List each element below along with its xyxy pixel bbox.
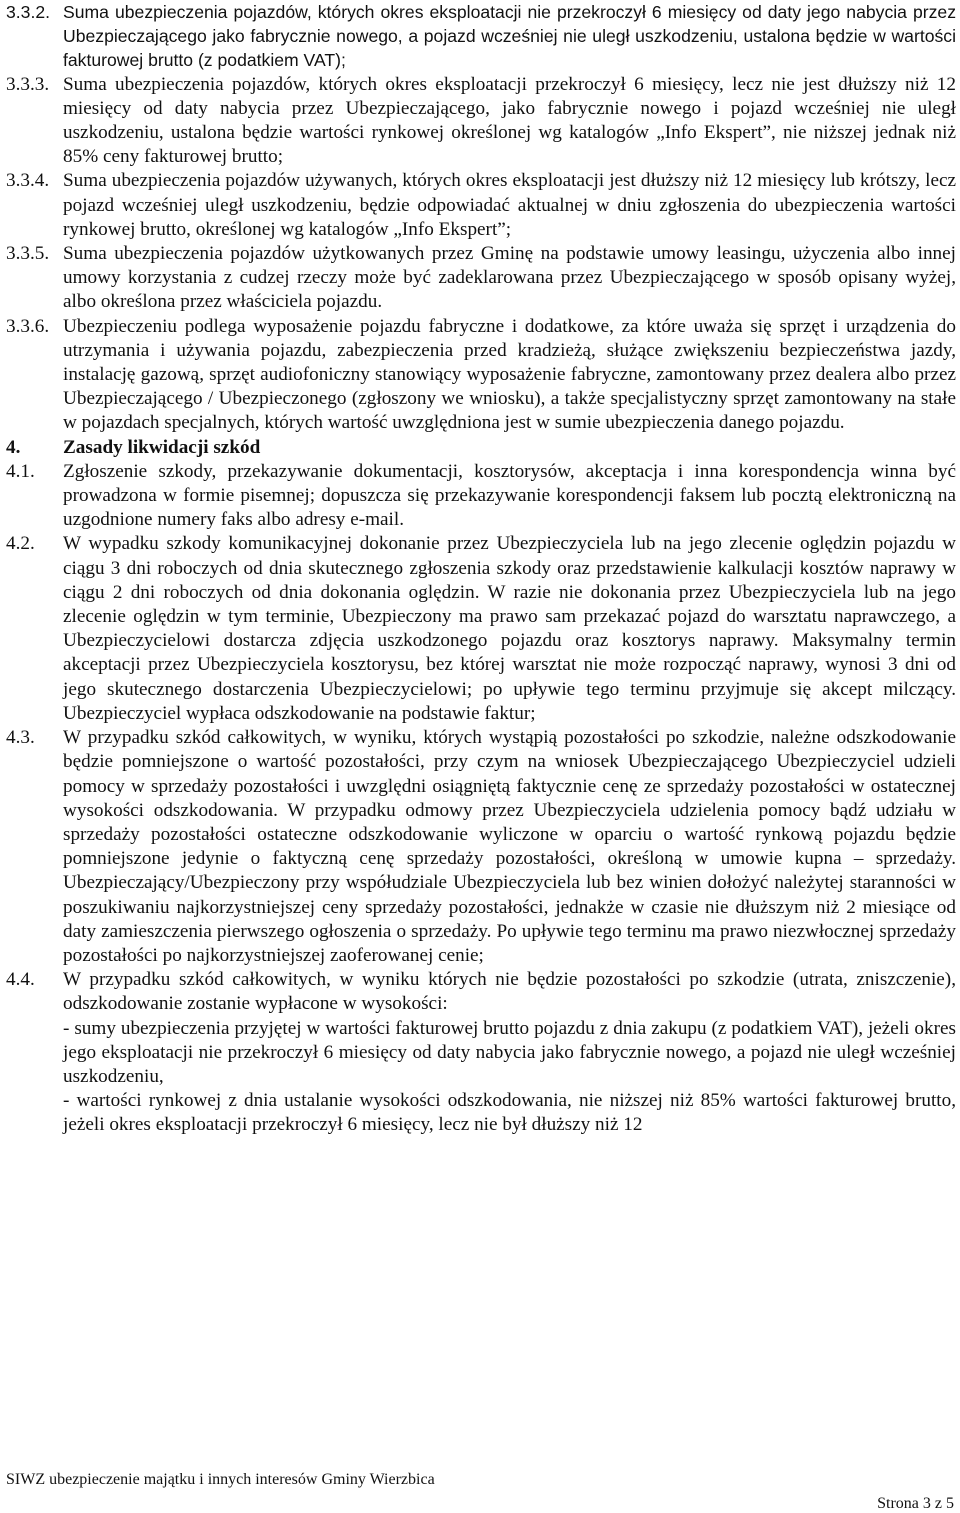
footer-title: SIWZ ubezpieczenie majątku i innych interesów Gminy Wierzbica: [6, 1471, 435, 1488]
clause-body: [63, 968, 956, 1137]
clause-paragraph: Ubezpieczeniu podlega wyposażenie pojazdu fabryczne i dodatkowe, za które uważa się sprzęt i urządzenia do utrzymania i używania pojazdu, zabezpieczenia przed kradzieżą, służące zwiększeniu bezpieczeństwa jazdy, instalację gazową, sprzęt audiofoniczny stanowiący wyposażenie fabryczne, zamontowany przez dealera albo przez Ubezpieczającego / Ubezpieczonego (zgłoszony we wniosku), a także specjalistyczny sprzęt zamontowany na stałe w pojazdach specjalnych, których wartość uwzględniona jest w sumie ubezpieczenia danego pojazdu.: [63, 315, 956, 434]
clause-body: [63, 73, 956, 170]
clause-paragraph: W przypadku szkód całkowitych, w wyniku których nie będzie pozostałości po szkodzie (utrata, zniszczenie), odszkodowanie zostanie wypłacone w wysokości:: [63, 969, 956, 1015]
clause-paragraph: Suma ubezpieczenia pojazdów, których okres eksploatacji nie przekroczył 6 miesięcy od daty jego nabycia przez Ubezpieczającego jako fabrycznie nowego, a pojazd wcześniej nie uległ uszkodzeniu, ustalona będzie w wartości fakturowej brutto (z podatkiem VAT);: [63, 2, 956, 71]
clause-number: 4.1.: [6, 460, 35, 482]
numbered-clause: [6, 315, 956, 436]
numbered-clause: [6, 726, 956, 968]
clause-number: 3.3.6.: [6, 315, 50, 337]
clause-paragraph: Suma ubezpieczenia pojazdów używanych, których okres eksploatacji jest dłuższy niż 12 miesięcy lub krótszy, lecz pojazd wcześniej uległ uszkodzeniu, będzie odpowiadać aktualnej w dniu zgłoszenia do ubezpieczenia wartości rynkowej brutto, określonej wg katalogów „Info Ekspert”;: [63, 170, 956, 240]
clause-paragraph: W wypadku szkody komunikacyjnej dokonanie przez Ubezpieczyciela lub na jego zlecenie oględzin pojazdu w ciągu 3 dni roboczych od dnia skutecznego zgłoszenia szkody oraz przedstawienie kalkulacji kosztów naprawy w ciągu 2 dni roboczych od dnia dokonania oględzin. W razie nie dokonania przez Ubezpieczyciela lub na jego zlecenie oględzin w tym terminie, Ubezpieczony ma prawo sam przekazać pojazd do warsztatu naprawczego, a Ubezpieczycielowi dostarcza zdjęcia uszkodzonego pojazdu oraz kosztorys naprawy. Maksymalny termin akceptacji przez Ubezpieczyciela kosztorysu, bez której warsztat nie może rozpocząć naprawy, wynosi 3 dni od jego skutecznego dostarczenia Ubezpieczycielowi; po upływie tego terminu przyjmuje się akcept milczący. Ubezpieczyciel wypłaca odszkodowanie na podstawie faktur;: [63, 533, 956, 724]
clause-paragraph: Zgłoszenie szkody, przekazywanie dokumentacji, kosztorysów, akceptacja i inna korespondencja winna być prowadzona w formie pisemnej; dopuszcza się przekazywanie korespondencji faksem lub pocztą elektroniczną na uzgodnione numery faks albo adresy e-mail.: [63, 460, 956, 531]
section-heading: [6, 436, 956, 460]
document-body: [6, 0, 956, 1138]
clause-number: 4.4.: [6, 969, 35, 991]
clause-body: [63, 460, 956, 533]
numbered-clause: [6, 968, 956, 1137]
clause-body: [63, 436, 956, 460]
numbered-clause: [6, 73, 956, 170]
numbered-clause: [6, 0, 956, 73]
numbered-clause: [6, 242, 956, 315]
clause-paragraph: Suma ubezpieczenia pojazdów użytkowanych przez Gminę na podstawie umowy leasingu, użyczenia albo innej umowy korzystania z cudzej rzeczy może być zadeklarowana przez Ubezpieczającego w sposób opisany wyżej, albo określona przez właściciela pojazdu.: [63, 243, 956, 313]
clause-paragraph: - sumy ubezpieczenia przyjętej w wartości fakturowej brutto pojazdu z dnia zakupu (z podatkiem VAT), jeżeli okres jego eksploatacji nie przekroczył 6 miesięcy od daty nabycia jako fabrycznie nowego, a pojazd nie uległ wcześniej uszkodzeniu,: [63, 1017, 956, 1087]
clause-number: 3.3.2.: [6, 2, 51, 22]
clause-paragraph: Suma ubezpieczenia pojazdów, których okres eksploatacji przekroczył 6 miesięcy, lecz nie jest dłuższy niż 12 miesięcy od daty nabycia przez Ubezpieczającego, jako fabrycznie nowego i pojazd wcześniej nie uległ uszkodzeniu, ustalona będzie wartości rynkowej określonej wg katalogów „Info Ekspert”, nie niższej jednak niż 85% ceny fakturowej brutto;: [63, 73, 956, 168]
clause-body: [63, 0, 956, 73]
clause-number: 4.2.: [6, 533, 35, 555]
numbered-clause: [6, 460, 956, 533]
clause-number: 3.3.4.: [6, 170, 50, 192]
clause-body: [63, 242, 956, 315]
clause-paragraph: Zasady likwidacji szkód: [63, 436, 261, 458]
clause-body: [63, 726, 956, 968]
clause-paragraph: - wartości rynkowej z dnia ustalanie wysokości odszkodowania, nie niższej niż 85% wartości fakturowej brutto, jeżeli okres eksploatacji przekroczył 6 miesięcy, lecz nie był dłuższy niż 12: [63, 1090, 956, 1136]
clause-number: 3.3.3.: [6, 73, 50, 95]
clause-body: [63, 169, 956, 242]
clause-number: 4.3.: [6, 727, 35, 749]
page-number: Strona 3 z 5: [877, 1495, 954, 1512]
clause-paragraph: W przypadku szkód całkowitych, w wyniku, których wystąpią pozostałości po szkodzie, należne odszkodowanie będzie pomniejszone o wartość pozostałości, przy czym na wniosek Ubezpieczającego Ubezpieczyciel udzieli pomocy w sprzedaży pozostałości i uwzględni osiągniętą faktycznie cenę ze sprzedaży pozostałości w ostatecznej wysokości odszkodowania. W przypadku odmowy przez Ubezpieczyciela udzielenia pomocy bądź udziału w sprzedaży pozostałości ostateczne odszkodowanie wyliczone w oparciu o wartość rynkową pojazdu będzie pomniejszone jedynie o faktyczną cenę sprzedaży pozostałości, określoną w umowie kupna – sprzedaży. Ubezpieczający/Ubezpieczony przy współudziale Ubezpieczyciela lub bez winien dołożyć należytej staranności w poszukiwaniu najkorzystniejszej ceny sprzedaży pozostałości, jednakże w czasie nie dłuższym niż 2 miesiące od daty zamieszczenia pierwszego ogłoszenia o sprzedaży. Po upływie tego terminu ma prawo niezwłocznej sprzedaży pozostałości po najkorzystniejszej zaoferowanej cenie;: [63, 727, 956, 966]
clause-body: [63, 315, 956, 436]
clause-number: 4.: [6, 436, 21, 458]
clause-number: 3.3.5.: [6, 243, 50, 265]
clause-body: [63, 532, 956, 726]
numbered-clause: [6, 532, 956, 726]
numbered-clause: [6, 169, 956, 242]
